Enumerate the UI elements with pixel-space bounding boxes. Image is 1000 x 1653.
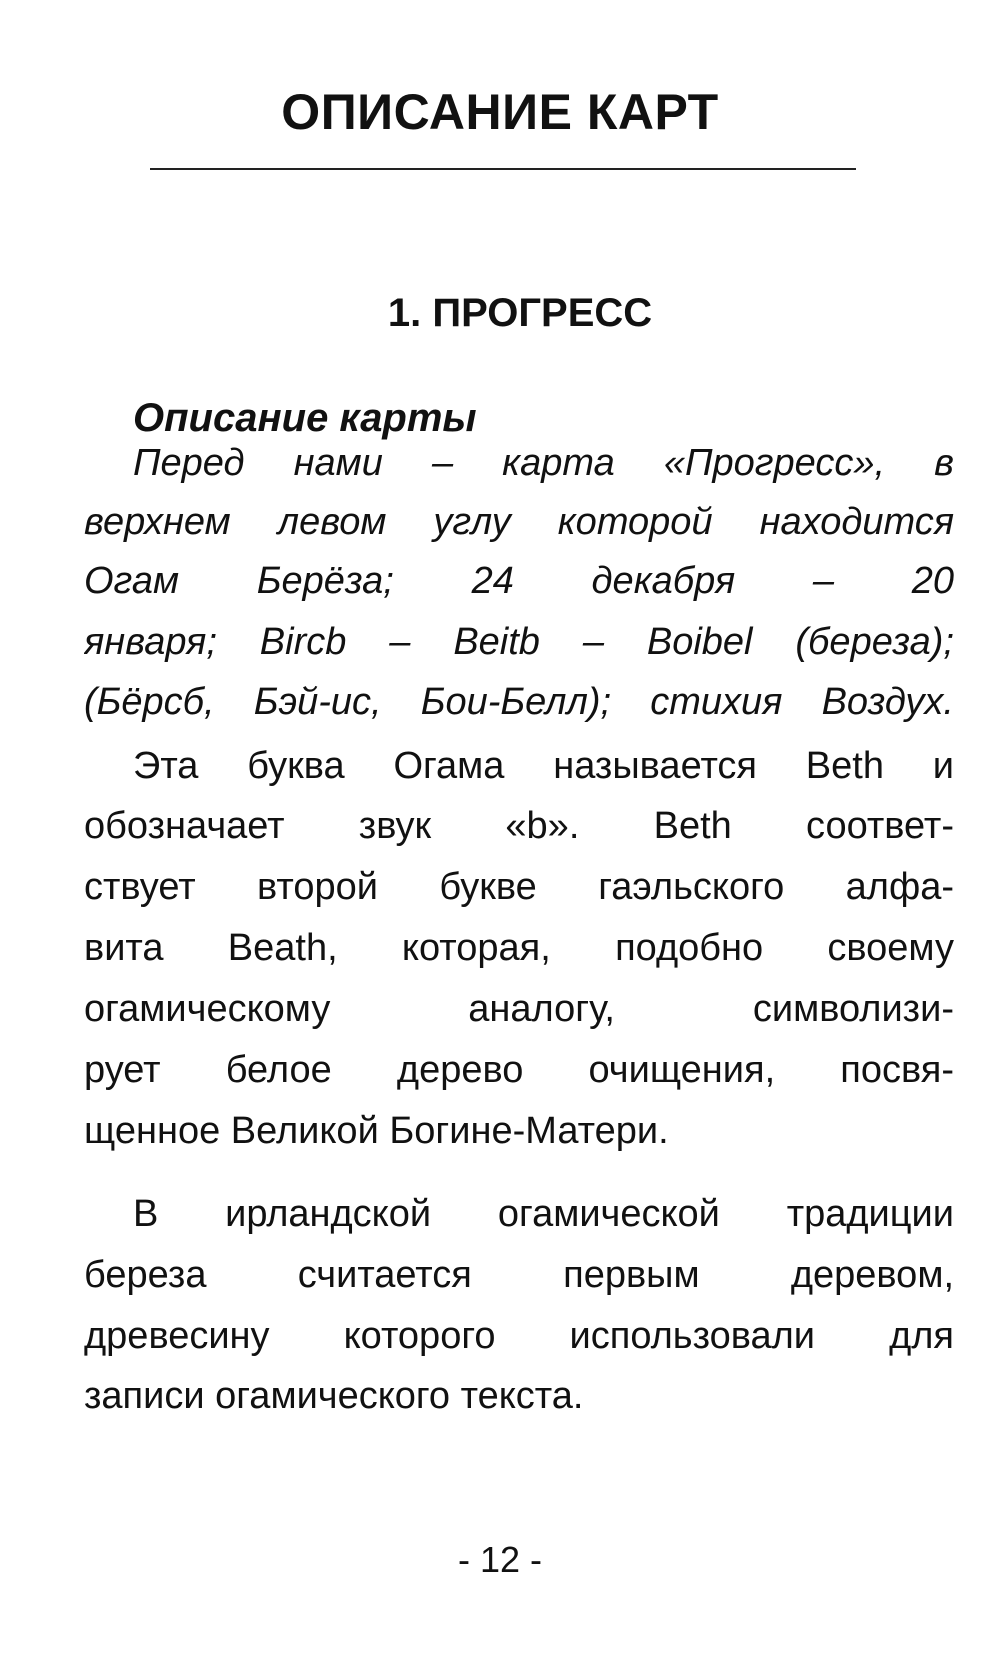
page-title: ОПИСАНИЕ КАРТ: [281, 84, 719, 140]
title-divider: [150, 168, 856, 170]
paragraph-2-line: вита Beath, которая, подобно своему: [84, 927, 954, 969]
section-subheading: Описание карты: [133, 396, 477, 440]
paragraph-2-line: ствует второй букве гаэльского алфа-: [84, 866, 954, 908]
paragraph-1-line: (Бёрсб, Бэй-ис, Бои-Белл); стихия Воздух.: [84, 681, 954, 723]
paragraph-3-line: записи огамического текста.: [84, 1375, 584, 1417]
paragraph-2-line: щенное Великой Богине-Матери.: [84, 1110, 669, 1152]
paragraph-3-line: древесину которого использовали для: [84, 1315, 954, 1357]
paragraph-1-line: верхнем левом углу которой находится: [84, 501, 954, 543]
section-title: 1. ПРОГРЕСС: [387, 291, 653, 335]
paragraph-2-line: Эта буква Огама называется Beth и: [133, 745, 954, 787]
paragraph-1-line: Огам Берёза; 24 декабря – 20: [84, 560, 954, 602]
paragraph-1-line: Перед нами – карта «Прогресс», в: [133, 442, 954, 484]
paragraph-3-line: береза считается первым деревом,: [84, 1254, 954, 1296]
paragraph-1-line: января; Bircb – Beitb – Boibel (береза);: [84, 621, 954, 663]
paragraph-2-line: рует белое дерево очищения, посвя-: [84, 1049, 954, 1091]
paragraph-2-line: огамическому аналогу, символизи-: [84, 988, 954, 1030]
paragraph-3-line: В ирландской огамической традиции: [133, 1193, 954, 1235]
page-number: - 12 -: [457, 1539, 543, 1580]
paragraph-2-line: обозначает звук «b». Beth соответ-: [84, 805, 954, 847]
